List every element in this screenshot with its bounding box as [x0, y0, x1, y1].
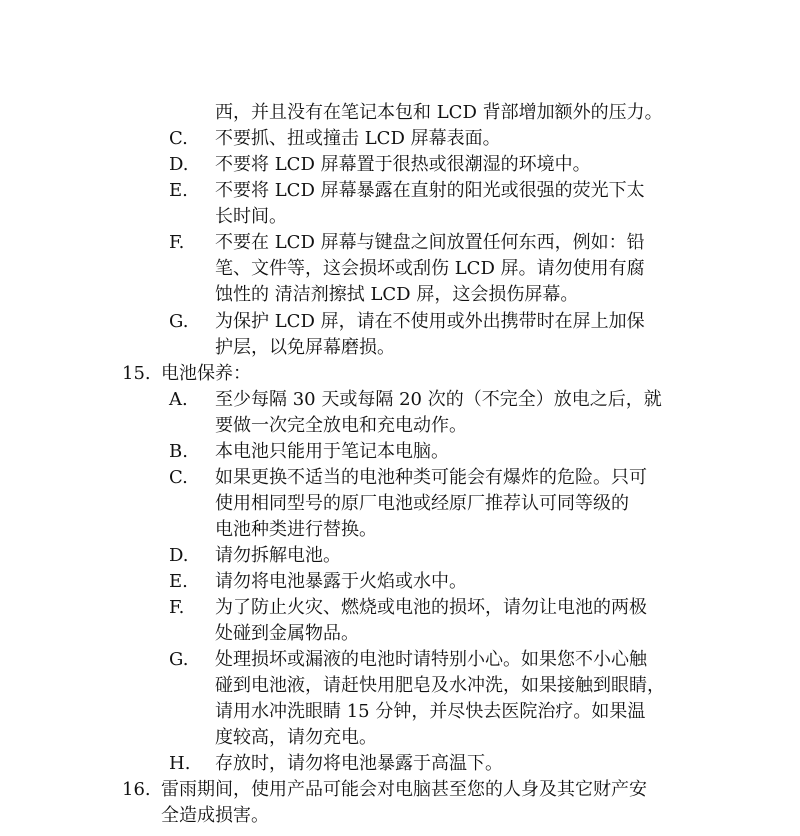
- text-line: 存放时，请勿将电池暴露于高温下。: [215, 753, 503, 774]
- list-label: B.: [169, 441, 188, 462]
- list-label: H.: [169, 753, 191, 774]
- text-line: 全造成损害。: [161, 805, 269, 826]
- list-label: E.: [169, 571, 188, 592]
- text-line: 碰到电池液，请赶快用肥皂及水冲洗，如果接触到眼睛，: [215, 675, 665, 696]
- text-line: 处理损坏或漏液的电池时请特别小心。如果您不小心触: [215, 649, 647, 670]
- text-line: 笔、文件等，这会损坏或刮伤 LCD 屏。请勿使用有腐: [215, 258, 645, 279]
- text-line: 请勿拆解电池。: [215, 545, 341, 566]
- section-heading: 电池保养：: [161, 363, 251, 384]
- text-line: 请用水冲洗眼睛 15 分钟，并尽快去医院治疗。如果温: [215, 701, 646, 722]
- text-line: 不要抓、扭或撞击 LCD 屏幕表面。: [215, 128, 501, 149]
- list-label: F.: [169, 232, 185, 253]
- text-line: 度较高，请勿充电。: [215, 727, 377, 748]
- section-number: 15.: [122, 363, 151, 384]
- text-line: 使用相同型号的原厂电池或经原厂推荐认可同等级的: [215, 493, 629, 514]
- text-line: 要做一次完全放电和充电动作。: [215, 415, 467, 436]
- text-line: 处碰到金属物品。: [215, 623, 359, 644]
- list-label: A.: [169, 389, 188, 410]
- section-number: 16.: [122, 779, 151, 800]
- list-label: D.: [169, 545, 189, 566]
- text-line: 西，并且没有在笔记本包和 LCD 背部增加额外的压力。: [215, 102, 663, 123]
- list-label: G.: [169, 311, 189, 332]
- text-line: 为保护 LCD 屏，请在不使用或外出携带时在屏上加保: [215, 311, 645, 332]
- text-line: 不要将 LCD 屏幕置于很热或很潮湿的环境中。: [215, 154, 591, 175]
- text-line: 请勿将电池暴露于火焰或水中。: [215, 571, 467, 592]
- text-line: 长时间。: [215, 206, 287, 227]
- text-line: 不要将 LCD 屏幕暴露在直射的阳光或很强的荧光下太: [215, 180, 645, 201]
- list-label: F.: [169, 597, 185, 618]
- text-line: 雷雨期间，使用产品可能会对电脑甚至您的人身及其它财产安: [161, 779, 647, 800]
- text-line: 至少每隔 30 天或每隔 20 次的（不完全）放电之后，就: [215, 389, 662, 410]
- text-line: 为了防止火灾、燃烧或电池的损坏，请勿让电池的两极: [215, 597, 647, 618]
- text-line: 如果更换不适当的电池种类可能会有爆炸的危险。只可: [215, 467, 647, 488]
- list-label: D.: [169, 154, 189, 175]
- list-label: E.: [169, 180, 188, 201]
- list-label: C.: [169, 128, 188, 149]
- text-line: 电池种类进行替换。: [215, 519, 377, 540]
- text-line: 护层，以免屏幕磨损。: [215, 337, 395, 358]
- text-line: 不要在 LCD 屏幕与键盘之间放置任何东西，例如：铅: [215, 232, 645, 253]
- text-line: 本电池只能用于笔记本电脑。: [215, 441, 449, 462]
- text-line: 蚀性的 清洁剂擦拭 LCD 屏，这会损伤屏幕。: [215, 284, 579, 305]
- list-label: G.: [169, 649, 189, 670]
- list-label: C.: [169, 467, 188, 488]
